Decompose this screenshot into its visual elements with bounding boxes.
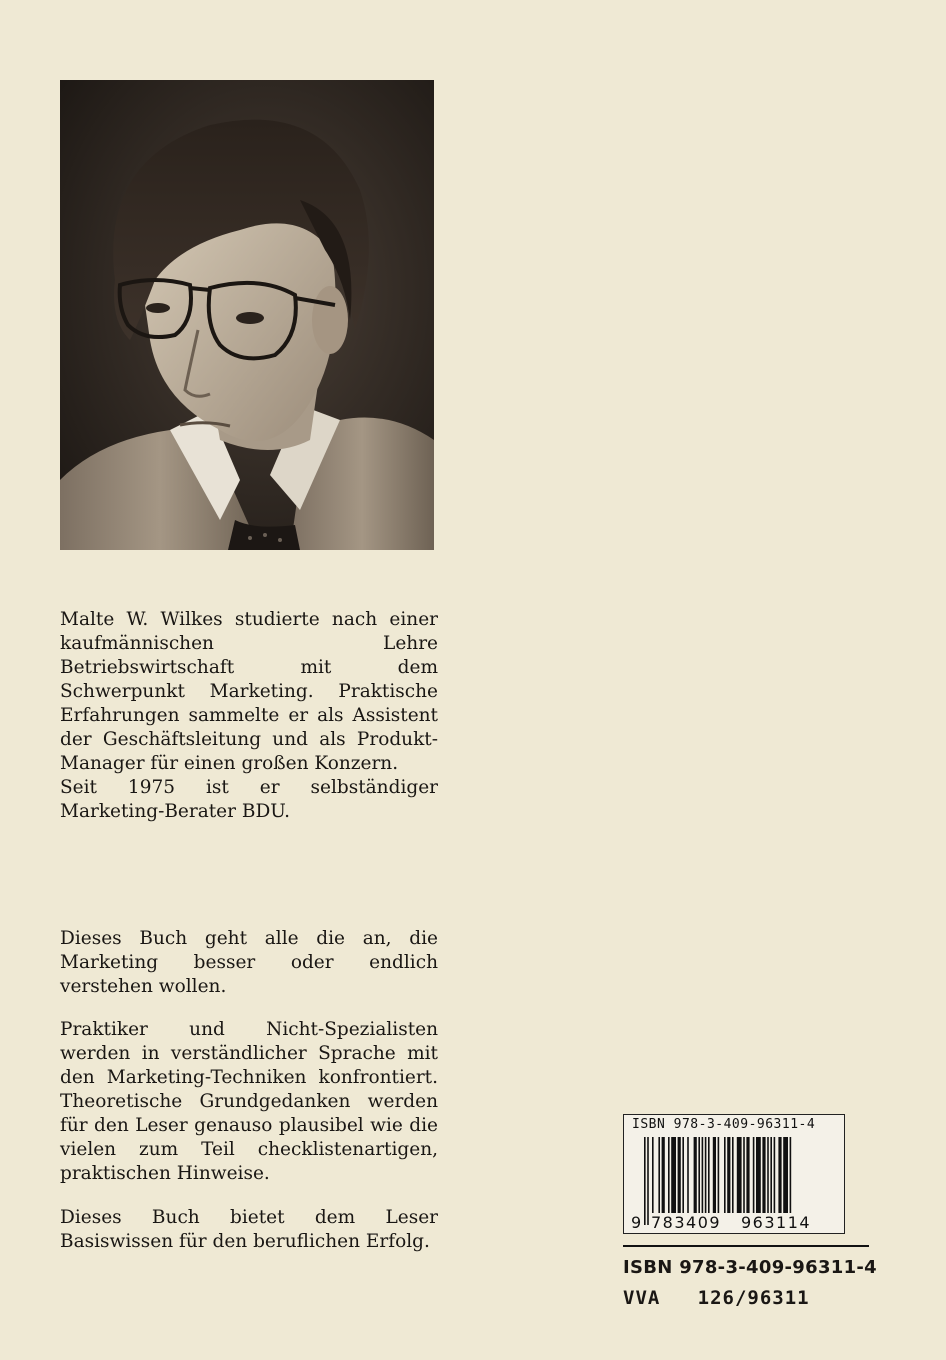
barcode-bar — [732, 1137, 734, 1213]
author-career-note — [60, 776, 438, 824]
barcode-bars — [644, 1137, 834, 1225]
barcode-isbn-label: ISBN 978-3-409-96311-4 — [632, 1117, 816, 1132]
barcode-bar — [708, 1137, 710, 1213]
isbn-barcode — [623, 1114, 845, 1234]
barcode-bar — [756, 1137, 761, 1213]
barcode-bar — [778, 1137, 781, 1213]
author-portrait-illustration — [60, 80, 434, 550]
barcode-bar — [783, 1137, 788, 1225]
biography-paragraph: Seit 1975 ist er selbständiger Marketing-Berater BDU. — [60, 777, 438, 822]
description-paragraph: Praktiker und Nicht-Spezialisten werden in verständlicher Sprache mit den Marketing-Techniken konfrontiert. Theoretische Grundgedanken werden für den Leser genauso plausibel wie die vielen zum Teil checklistenartigen, praktischen Hinweise. — [60, 1019, 438, 1184]
author-photo — [60, 80, 434, 550]
barcode-bar — [647, 1137, 649, 1225]
barcode-bar — [658, 1137, 660, 1213]
barcode-bar — [743, 1137, 745, 1213]
barcode-bar — [767, 1137, 769, 1213]
barcode-bar — [678, 1137, 681, 1213]
barcode-bar — [774, 1137, 776, 1213]
barcode-bar — [746, 1137, 749, 1213]
barcode-bar — [702, 1137, 704, 1213]
barcode-bar — [652, 1137, 654, 1213]
barcode-bar — [770, 1137, 772, 1213]
barcode-bar — [682, 1137, 684, 1213]
barcode-bar — [737, 1137, 742, 1213]
barcode-digits-right: 963114 — [741, 1213, 812, 1232]
author-biography — [60, 608, 438, 776]
barcode-bar — [698, 1137, 700, 1213]
barcode-bar — [718, 1137, 720, 1225]
vva-number: VVA 126/96311 — [623, 1287, 810, 1309]
barcode-bar — [713, 1137, 716, 1225]
divider-rule — [623, 1245, 869, 1247]
biography-paragraph: Malte W. Wilkes studierte nach einer kaufmännischen Lehre Betriebswirtschaft mit dem Schwerpunkt Marketing. Praktische Erfahrungen sammelte er als Assistent der Geschäftsleitung und als Produkt-Manager für einen großen Konzern. — [60, 609, 438, 774]
book-description-intro — [60, 927, 438, 999]
barcode-digits-left: 783409 — [651, 1213, 722, 1232]
barcode-bar — [790, 1137, 792, 1225]
description-paragraph: Dieses Buch bietet dem Leser Basiswissen für den beruflichen Erfolg. — [60, 1207, 438, 1252]
barcode-bar — [694, 1137, 697, 1213]
barcode-bar — [644, 1137, 646, 1225]
barcode-bar — [727, 1137, 730, 1213]
book-description-body — [60, 1018, 438, 1186]
barcode-bar — [753, 1137, 755, 1213]
isbn-number: ISBN 978-3-409-96311-4 — [623, 1257, 878, 1278]
book-description-closing — [60, 1206, 438, 1254]
barcode-bar — [671, 1137, 676, 1213]
barcode-bar — [762, 1137, 765, 1213]
barcode-bar — [705, 1137, 707, 1213]
barcode-bar — [687, 1137, 689, 1213]
barcode-bar — [724, 1137, 726, 1213]
barcode-bar — [662, 1137, 665, 1213]
description-paragraph: Dieses Buch geht alle die an, die Marketing besser oder endlich verstehen wollen. — [60, 928, 438, 997]
barcode-digit-first: 9 — [631, 1213, 642, 1232]
barcode-bar — [668, 1137, 670, 1213]
